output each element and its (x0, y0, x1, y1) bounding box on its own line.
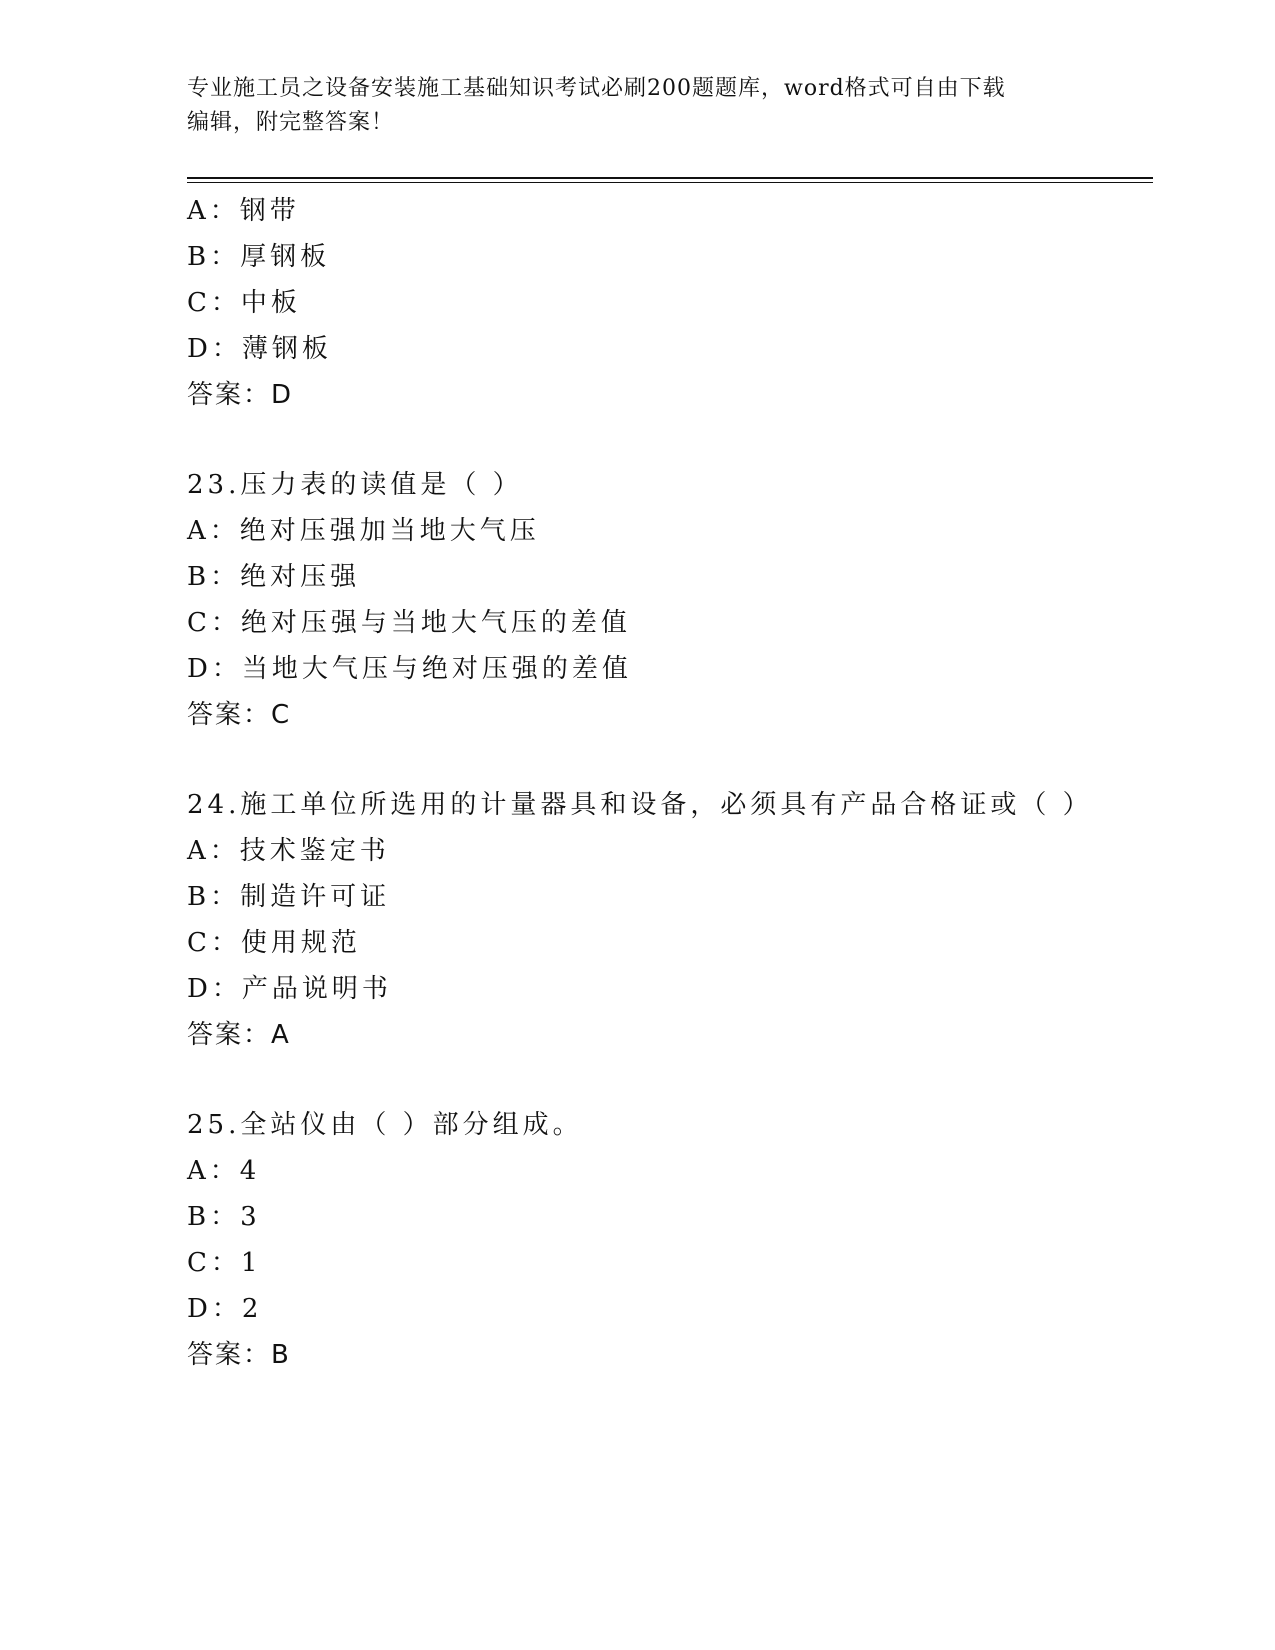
answer-line: 答案：B (187, 1340, 291, 1370)
header-line-2: 编辑，附完整答案！ (187, 110, 395, 135)
option-b: B：3 (187, 1202, 261, 1232)
answer-line: 答案：A (187, 1020, 291, 1050)
option-d: D：薄钢板 (187, 334, 332, 364)
option-a: A：技术鉴定书 (187, 836, 390, 866)
option-b: B：厚钢板 (187, 242, 331, 272)
option-b: B：制造许可证 (187, 882, 391, 912)
question-title: 24.施工单位所选用的计量器具和设备，必须具有产品合格证或（ ） (187, 790, 1093, 820)
option-d: D：产品说明书 (187, 974, 392, 1004)
option-d: D：当地大气压与绝对压强的差值 (187, 654, 632, 684)
question-block (187, 188, 1147, 418)
option-c: C：中板 (187, 288, 301, 318)
option-c: C：绝对压强与当地大气压的差值 (187, 608, 631, 638)
question-block (187, 782, 1147, 1058)
question-list (187, 188, 1147, 1378)
option-a: A：4 (187, 1156, 261, 1186)
header-rule-thick (187, 177, 1153, 179)
question-title: 25.全站仪由（ ）部分组成。 (187, 1110, 583, 1140)
option-d: D：2 (187, 1294, 263, 1324)
document-header (187, 72, 1087, 140)
answer-line: 答案：C (187, 700, 292, 730)
question-block (187, 462, 1147, 738)
option-c: C：1 (187, 1248, 262, 1278)
question-title: 23.压力表的读值是（ ） (187, 470, 523, 500)
header-rule-thin (187, 182, 1153, 183)
option-c: C：使用规范 (187, 928, 361, 958)
option-a: A：绝对压强加当地大气压 (187, 516, 540, 546)
option-a: A：钢带 (187, 196, 300, 226)
question-block (187, 1102, 1147, 1378)
option-b: B：绝对压强 (187, 562, 361, 592)
header-line-1: 专业施工员之设备安装施工基础知识考试必刷200题题库，word格式可自由下载 (187, 76, 1006, 101)
answer-line: 答案：D (187, 380, 294, 410)
